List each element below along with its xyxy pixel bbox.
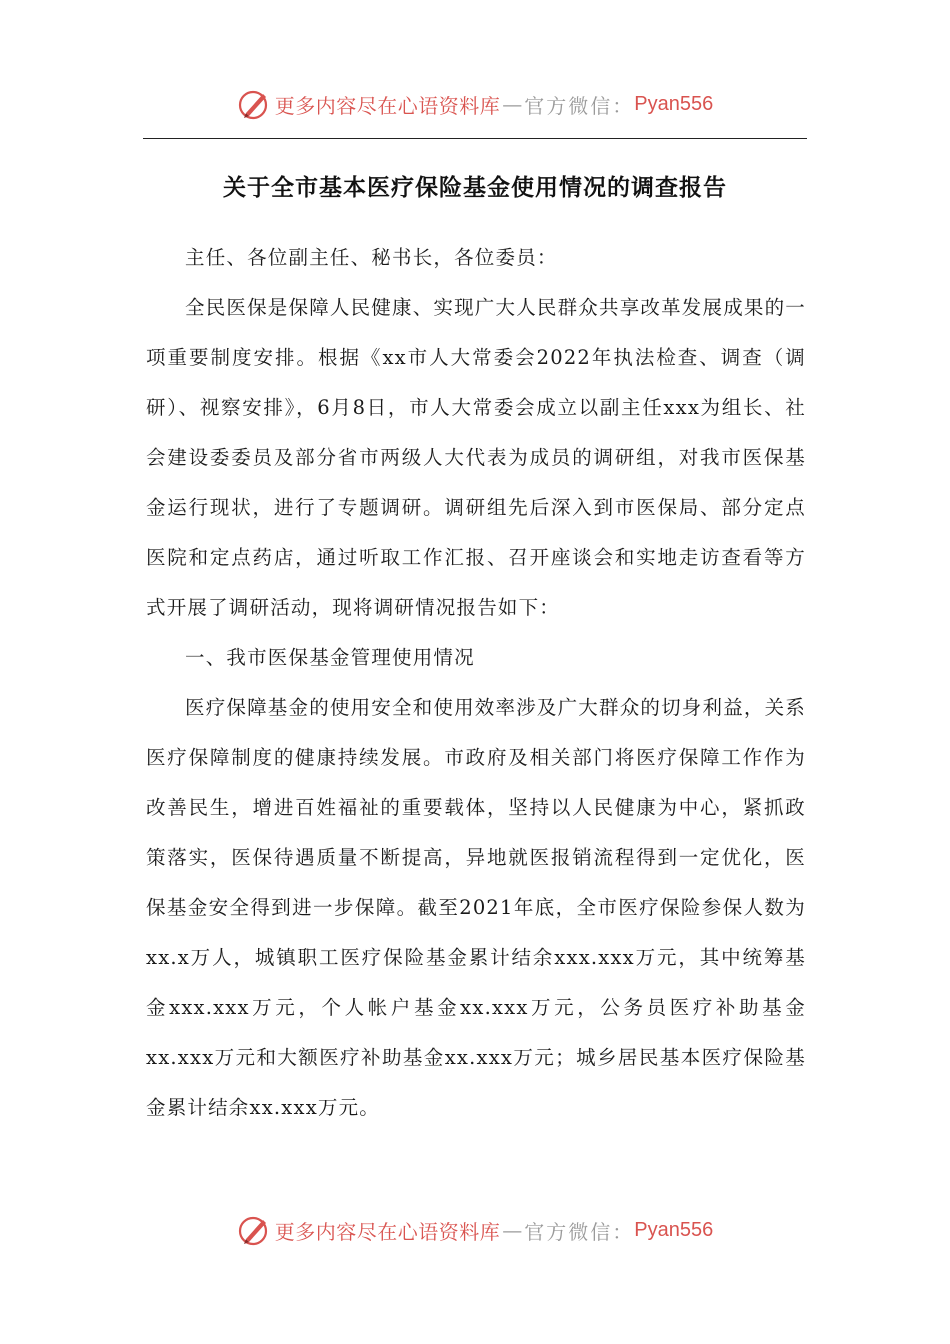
header-divider bbox=[143, 138, 807, 139]
section-heading: 一、我市医保基金管理使用情况 bbox=[185, 646, 475, 669]
watermark-wechat-label: 官方微信： bbox=[524, 93, 635, 118]
salutation: 主任、各位副主任、秘书长，各位委员： bbox=[185, 246, 558, 269]
watermark-separator: — bbox=[502, 92, 523, 116]
footer-watermark bbox=[0, 1208, 950, 1252]
watermark-brand: 更多内容尽在心语资料库 bbox=[274, 93, 501, 118]
pen-logo-icon bbox=[237, 87, 271, 121]
pen-logo-icon bbox=[237, 1213, 271, 1247]
watermark-wechat-label: 官方微信： bbox=[524, 1219, 635, 1244]
watermark-wechat-id: Pyan556 bbox=[634, 1218, 714, 1241]
document-title: 关于全市基本医疗保险基金使用情况的调查报告 bbox=[223, 175, 727, 201]
body-paragraph: 医疗保障基金的使用安全和使用效率涉及广大群众的切身利益，关系医疗保障制度的健康持续发展。市政府及相关部门将医疗保障工作作为改善民生，增进百姓福祉的重要载体，坚持以人民健康为中心，紧抓政策落实，医保待遇质量不断提高，异地就医报销流程得到一定优化，医保基金安全得到进一步保障。截至2021年底，全市医疗保险参保人数为xx.x万人，城镇职工医疗保险基金累计结余xxx.xxx万元，其中统筹基金xxx.xxx万元，个人帐户基金xx.xxx万元，公务员医疗补助基金xx.xxx万元和大额医疗补助基金xx.xxx万元；城乡居民基本医疗保险基金累计结余xx.xxx万元。 bbox=[146, 696, 807, 1119]
document-body bbox=[146, 233, 806, 1133]
header-watermark bbox=[0, 82, 950, 126]
watermark-separator: — bbox=[502, 1218, 523, 1242]
body-paragraph: 全民医保是保障人民健康、实现广大人民群众共享改革发展成果的一项重要制度安排。根据《xx市人大常委会2022年执法检查、调查（调研）、视察安排》，6月8日，市人大常委会成立以副主任xxx为组长、社会建设委委员及部分省市两级人大代表为成员的调研组，对我市医保基金运行现状，进行了专题调研。调研组先后深入到市医保局、部分定点医院和定点药店，通过听取工作汇报、召开座谈会和实地走访查看等方式开展了调研活动，现将调研情况报告如下： bbox=[146, 296, 807, 619]
watermark-brand: 更多内容尽在心语资料库 bbox=[274, 1219, 501, 1244]
watermark-wechat-id: Pyan556 bbox=[634, 92, 714, 115]
